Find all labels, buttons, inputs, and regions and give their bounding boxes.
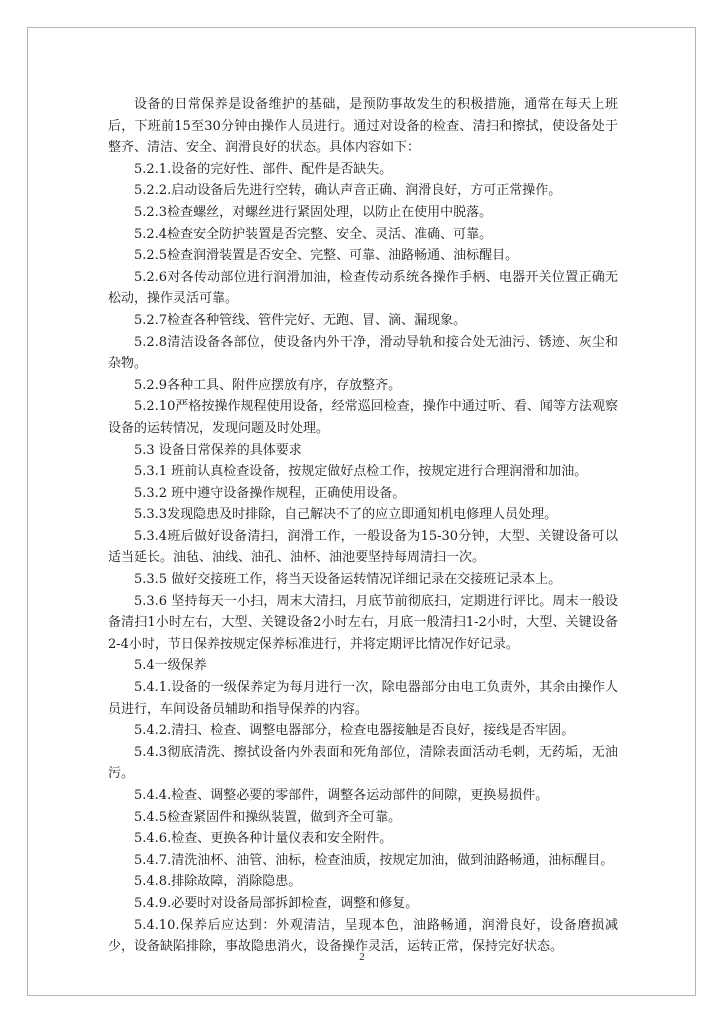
paragraph-5-2-2: 5.2.2.启动设备后先进行空转，确认声音正确、润滑良好，方可正常操作。: [134, 183, 562, 199]
paragraph-5-3-4: 5.3.4班后做好设备清扫，润滑工作，一般设备为15-30分钟，大型、关键设备可以适当延长。油毡、油线、油孔、油杯、油池要坚持每周清扫一次。: [108, 528, 618, 566]
paragraph-5-4-7: 5.4.7.清洗油杯、油管、油标，检查油质，按规定加油，做到油路畅通，油标醒目。: [134, 852, 614, 868]
paragraph-5-2-7: 5.2.7检查各种管线、管件完好、无跑、冒、滴、漏现象。: [134, 312, 467, 328]
paragraph-5-2-3: 5.2.3检查螺丝，对螺丝进行紧固处理，以防止在使用中脱落。: [134, 204, 493, 220]
section-heading-5-3: 5.3 设备日常保养的具体要求: [134, 442, 302, 458]
paragraph-5-3-5: 5.3.5 做好交接班工作，将当天设备运转情况详细记录在交接班记录本上。: [134, 572, 562, 588]
paragraph-5-3-1: 5.3.1 班前认真检查设备，按规定做好点检工作，按规定进行合理润滑和加油。: [134, 464, 588, 480]
document-body: [108, 94, 618, 958]
paragraph-5-4-6: 5.4.6.检查、更换各种计量仪表和安全附件。: [134, 831, 393, 847]
paragraph-5-4-10: 5.4.10.保养后应达到：外观清洁，呈现本色，油路畅通，润滑良好，设备磨损减少，设备缺陷排除，事故隐患消火，设备操作灵活，运转正常，保持完好状态。: [108, 917, 618, 955]
paragraph-5-4-2: 5.4.2.清扫、检查、调整电器部分，检查电器接触是否良好，接线是否牢固。: [134, 723, 575, 739]
paragraph-5-2-8: 5.2.8清洁设备各部位，使设备内外干净，滑动导轨和接合处无油污、锈迹、灰尘和杂物。: [108, 334, 618, 372]
paragraph-5-4-5: 5.4.5检查紧固件和操纵装置，做到齐全可靠。: [134, 809, 402, 825]
paragraph-5-4-3: 5.4.3彻底清洗、擦拭设备内外表面和死角部位，清除表面活动毛刺，无药垢，无油污。: [108, 744, 618, 782]
paragraph-5-2-6: 5.2.6对各传动部位进行润滑加油，检查传动系统各操作手柄、电器开关位置正确无松动，操作灵活可靠。: [108, 269, 618, 307]
paragraph-5-2-4: 5.2.4检查安全防护装置是否完整、安全、灵活、准确、可靠。: [134, 226, 493, 242]
paragraph-5-2-9: 5.2.9各种工具、附件应摆放有序，存放整齐。: [134, 377, 402, 393]
paragraph-5-3-3: 5.3.3发现隐患及时排除，自己解决不了的应立即通知机电修理人员处理。: [134, 507, 558, 523]
paragraph-5-4-9: 5.4.9.必要时对设备局部拆卸检查，调整和修复。: [134, 895, 419, 911]
paragraph-5-3-6: 5.3.6 坚持每天一小扫，周末大清扫，月底节前彻底扫，定期进行评比。周末一般设备清扫1小时左右，大型、关键设备2小时左右，月底一般清扫1-2小时，大型、关键设备2-4小时，节日保养按规定保养标准进行，并将定期评比情况作好记录。: [108, 593, 618, 652]
paragraph-intro: 设备的日常保养是设备维护的基础，是预防事故发生的积极措施，通常在每天上班后，下班前15至30分钟由操作人员进行。通过对设备的检查、清扫和擦拭，使设备处于整齐、清洁、安全、润滑良好的状态。具体内容如下：: [108, 97, 618, 156]
paragraph-5-3-2: 5.3.2 班中遵守设备操作规程，正确使用设备。: [134, 485, 406, 501]
paragraph-5-2-10: 5.2.10严格按操作规程使用设备，经常巡回检查，操作中通过听、看、闻等方法观察设备的运转情况，发现问题及时处理。: [108, 399, 618, 436]
section-heading-5-4: 5.4一级保养: [134, 658, 207, 674]
page-number: 2: [359, 951, 365, 963]
paragraph-5-2-1: 5.2.1.设备的完好性、部件、配件是否缺失。: [134, 161, 393, 177]
paragraph-5-4-4: 5.4.4.检查、调整必要的零部件，调整各运动部件的间隙，更换易损件。: [134, 788, 549, 803]
paragraph-5-2-5: 5.2.5检查润滑装置是否安全、完整、可靠、油路畅通、油标醒目。: [134, 248, 519, 264]
paragraph-5-4-8: 5.4.8.排除故障，消除隐患。: [134, 874, 302, 890]
paragraph-5-4-1: 5.4.1.设备的一级保养定为每月进行一次，除电器部分由电工负责外，其余由操作人员进行，车间设备员辅助和指导保养的内容。: [108, 680, 618, 717]
